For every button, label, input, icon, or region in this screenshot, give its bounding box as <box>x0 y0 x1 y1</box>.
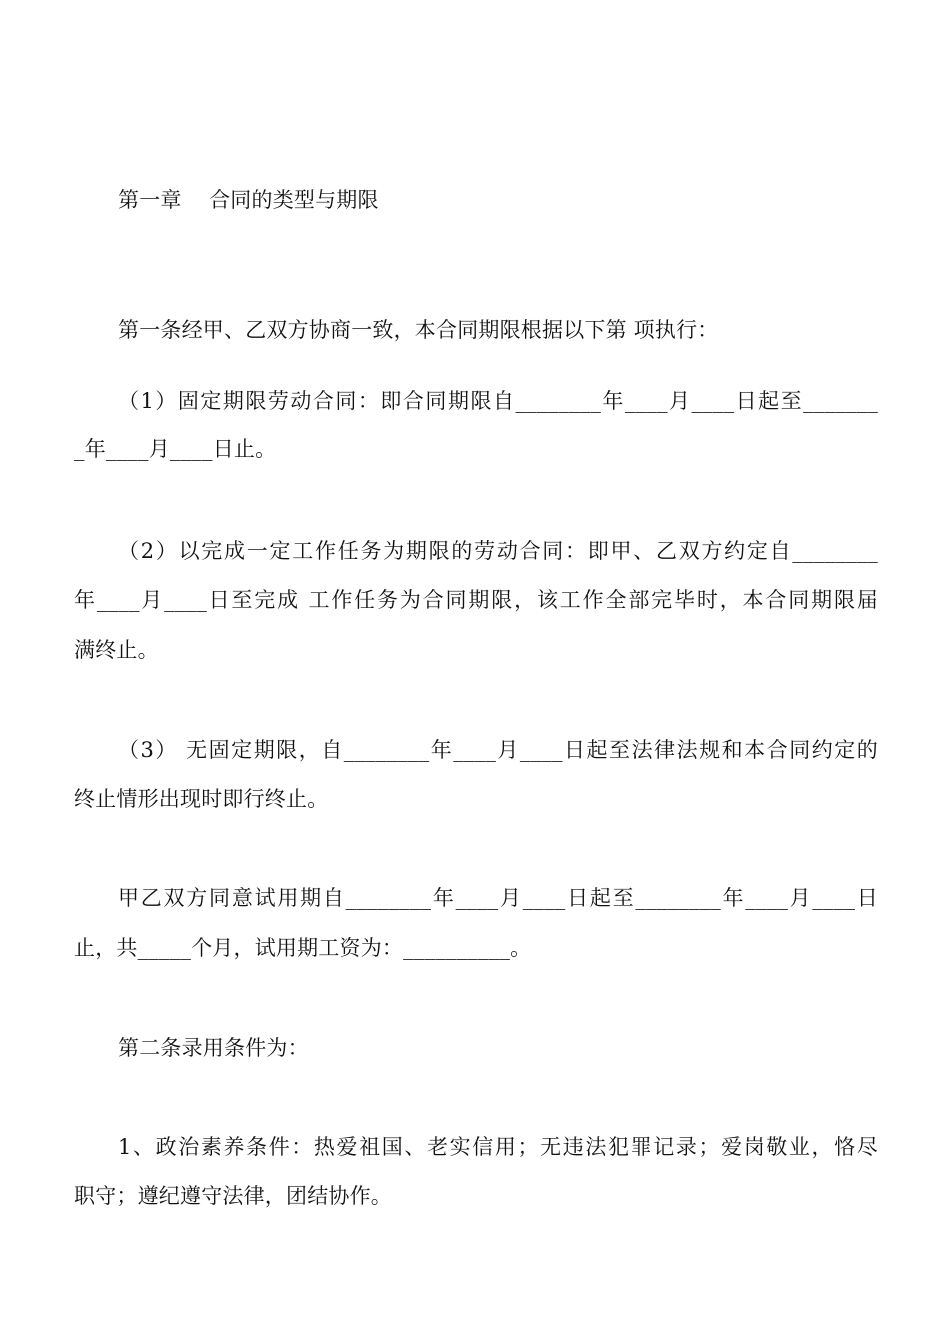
item2-line3: 满终止。 <box>74 638 159 662</box>
item1-line1: （1）固定期限劳动合同：即合同期限自________年____月____日起至_______ <box>118 389 878 413</box>
article1-intro: 第一条经甲、乙双方协商一致，本合同期限根据以下第 项执行： <box>118 318 719 342</box>
item3-line2: 终止情形出现时即行终止。 <box>74 787 329 811</box>
probation-line1: 甲乙双方同意试用期自________年____月____日起至________年____月____日 <box>118 886 878 910</box>
item3-line1: （3） 无固定期限，自________年____月____日起至法律法规和本合同约定的 <box>118 738 878 762</box>
condition1-line1: 1、政治素养条件：热爱祖国、老实信用；无违法犯罪记录；爱岗敬业，恪尽 <box>118 1135 878 1159</box>
item1-line2: _年____月____日止。 <box>74 437 277 461</box>
condition1-line2: 职守；遵纪遵守法律，团结协作。 <box>74 1184 392 1208</box>
article2-title: 第二条录用条件为： <box>118 1036 309 1060</box>
chapter-title: 第一章 合同的类型与期限 <box>118 188 379 212</box>
item2-line1: （2）以完成一定工作任务为期限的劳动合同：即甲、乙双方约定自________ <box>118 539 878 563</box>
probation-line2: 止，共_____个月，试用期工资为：__________。 <box>74 936 532 960</box>
item2-line2: 年____月____日至完成 工作任务为合同期限，该工作全部完毕时，本合同期限届 <box>74 588 878 612</box>
